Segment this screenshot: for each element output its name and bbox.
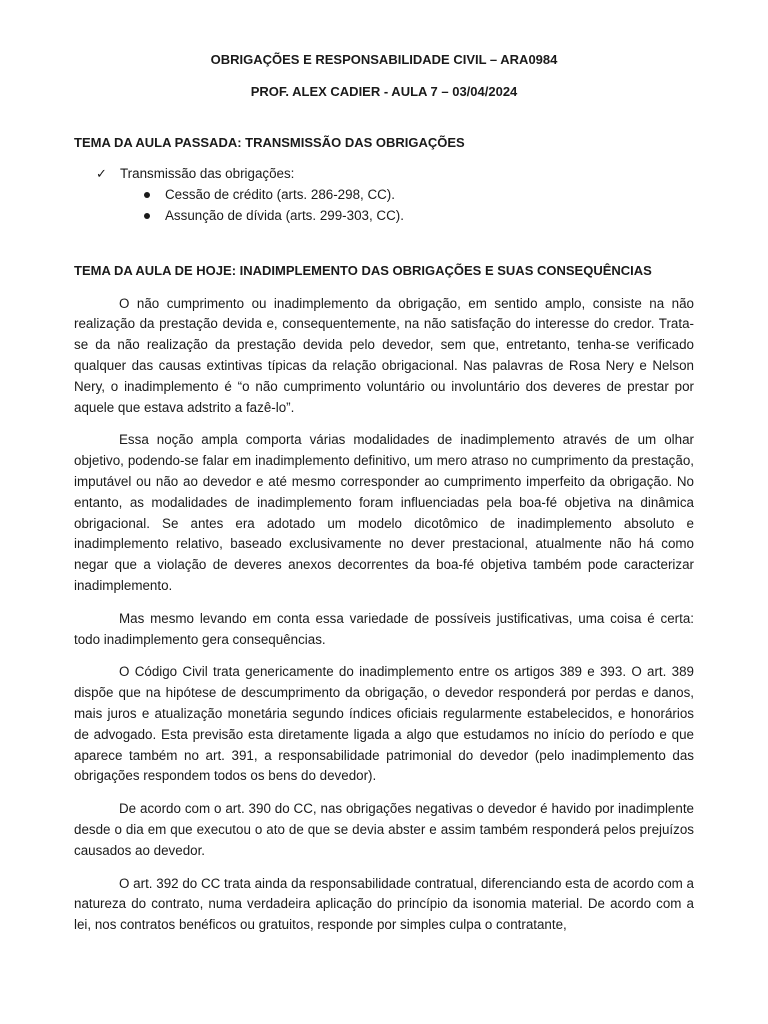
lecture-info: PROF. ALEX CADIER - AULA 7 – 03/04/2024 bbox=[250, 83, 518, 99]
checklist-item bbox=[74, 164, 694, 185]
bullet-icon bbox=[144, 192, 150, 198]
paragraph: Mas mesmo levando em conta essa variedade de possíveis justificativas, uma coisa é certa: todo inadimplemento gera consequências. bbox=[74, 610, 694, 647]
checklist-item-label: Transmissão das obrigações: bbox=[120, 166, 295, 182]
checkmark-icon: ✓ bbox=[96, 166, 107, 182]
paragraph: O art. 392 do CC trata ainda da responsabilidade contratual, diferenciando esta de acordo com a natureza do contrato, numa verdadeira aplicação do princípio da isonomia material. De acordo com a lei, nos contratos benéficos ou gratuitos, responde por simples culpa o contratante, bbox=[74, 875, 694, 933]
bullet-icon bbox=[144, 213, 150, 219]
previous-topic-heading: TEMA DA AULA PASSADA: TRANSMISSÃO DAS OBRIGAÇÕES bbox=[74, 134, 465, 150]
document-body bbox=[74, 50, 694, 936]
course-title: OBRIGAÇÕES E RESPONSABILIDADE CIVIL – ARA0984 bbox=[210, 52, 558, 67]
paragraph: De acordo com o art. 390 do CC, nas obrigações negativas o devedor é havido por inadimplente desde o dia em que executou o ato de que se devia abster e assim também responderá pelos prejuízos causados ao devedor. bbox=[74, 801, 694, 858]
paragraph: O não cumprimento ou inadimplemento da obrigação, em sentido amplo, consiste na não realização da prestação devida e, consequentemente, na não satisfação do interesse do credor. Trata-se da não realização da prestação devida pelo devedor, sem que, entretanto, tenha-se verificado qualquer das causas extintivas típicas da relação obrigacional. Nas palavras de Rosa Nery e Nelson Nery, o inadimplemento é “o não cumprimento voluntário ou involuntário dos deveres de prestar por aquele que estava adstrito a fazê-lo”. bbox=[74, 295, 694, 415]
bullet-item bbox=[74, 185, 694, 206]
paragraph: O Código Civil trata genericamente do inadimplemento entre os artigos 389 e 393. O art. 389 dispõe que na hipótese de descumprimento da obrigação, o devedor responderá por perdas e danos, mais juros e atualização monetária segundo índices oficiais regularmente estabelecidos, e honorários de advogado. Esta previsão esta diretamente ligada a algo que estudamos no início do período e que aparece também no art. 391, a responsabilidade patrimonial do devedor (pelo inadimplemento das obrigações respondem todos os bens do devedor). bbox=[74, 664, 694, 784]
bullet-item bbox=[74, 206, 694, 227]
bullet-text: Cessão de crédito (arts. 286-298, CC). bbox=[165, 187, 395, 203]
bullet-list bbox=[74, 185, 694, 227]
today-topic-heading: TEMA DA AULA DE HOJE: INADIMPLEMENTO DAS OBRIGAÇÕES E SUAS CONSEQUÊNCIAS bbox=[74, 262, 652, 278]
paragraph: Essa noção ampla comporta várias modalidades de inadimplemento através de um olhar objetivo, podendo-se falar em inadimplemento definitivo, um mero atraso no cumprimento da prestação, imputável ou não ao devedor e até mesmo corresponder ao cumprimento imperfeito da obrigação. No entanto, as modalidades de inadimplemento foram influenciadas pela boa-fé objetiva na dinâmica obrigacional. Se antes era adotado um modelo dicotômico de inadimplemento absoluto e inadimplemento relativo, baseado exclusivamente no dever prestacional, atualmente não há como negar que a violação de deveres anexos decorrentes da boa-fé objetiva também pode caracterizar inadimplemento. bbox=[74, 432, 694, 593]
bullet-text: Assunção de dívida (arts. 299-303, CC). bbox=[165, 207, 404, 223]
